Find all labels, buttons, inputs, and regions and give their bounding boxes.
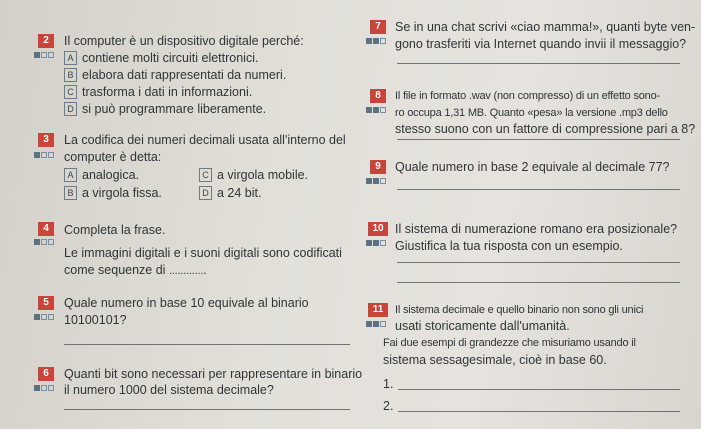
question-8-line1: Il file in formato .wav (non compresso) di un effetto sono- (395, 90, 660, 102)
difficulty-indicator (34, 239, 55, 245)
question-5-line1: Quale numero in base 10 equivale al binario (64, 296, 309, 310)
question-11-line1: Il sistema decimale e quello binario non sono gli unici (395, 304, 644, 316)
difficulty-indicator (366, 38, 387, 44)
question-number-badge: 3 (38, 133, 54, 147)
option-letter: B (64, 68, 77, 82)
question-4-line1: Completa la frase. (64, 223, 166, 237)
question-number-badge: 7 (370, 20, 386, 34)
answer-line[interactable] (398, 389, 680, 390)
question-9-line1: Quale numero in base 2 equivale al decimale 77? (395, 160, 670, 174)
answer-line[interactable] (397, 282, 680, 283)
question-10-line1: Il sistema di numerazione romano era posizionale? (395, 222, 678, 236)
answer-line[interactable] (397, 262, 680, 263)
question-7-line1: Se in una chat scrivi «ciao mamma!», quanti byte ven- (395, 20, 696, 34)
option-letter: A (64, 51, 77, 65)
answer-line[interactable] (397, 189, 680, 190)
q3-option-a[interactable] (64, 168, 139, 183)
question-number-badge: 4 (38, 222, 54, 236)
q2-option-a[interactable] (64, 51, 258, 66)
question-number-badge: 9 (370, 160, 386, 174)
option-text: a 24 bit. (217, 186, 262, 200)
question-11-line3: Fai due esempi di grandezze che misuriamo usando il (383, 337, 636, 349)
q2-option-b[interactable] (64, 68, 286, 83)
question-number-badge: 6 (38, 367, 54, 381)
sentence-start: come sequenze di (64, 263, 169, 277)
question-6-line1: Quanti bit sono necessari per rappresentare in binario (64, 367, 363, 381)
option-letter: A (64, 168, 77, 182)
difficulty-indicator (366, 107, 387, 113)
sentence-end: . (203, 263, 207, 277)
answer-line[interactable] (64, 409, 350, 410)
option-text: si può programmare liberamente. (82, 102, 267, 116)
difficulty-indicator (366, 321, 387, 327)
difficulty-indicator (34, 314, 55, 320)
question-number-badge: 10 (368, 222, 388, 236)
difficulty-indicator (34, 52, 55, 58)
fill-in-blank[interactable]: ............ (168, 265, 204, 277)
q2-option-c[interactable] (64, 85, 252, 100)
difficulty-indicator (366, 178, 387, 184)
difficulty-indicator (366, 240, 387, 246)
question-number-badge: 5 (38, 296, 54, 310)
option-text: a virgola mobile. (217, 168, 309, 182)
question-7-line2: gono trasferiti via Internet quando invii il messaggio? (395, 37, 687, 51)
difficulty-indicator (34, 152, 55, 158)
option-text: analogica. (82, 168, 139, 182)
option-text: trasforma i dati in informazioni. (82, 85, 253, 99)
q2-option-d[interactable] (64, 102, 266, 117)
question-11-line4: sistema sessagesimale, cioè in base 60. (383, 353, 607, 367)
q3-option-b[interactable] (64, 186, 162, 201)
option-letter: C (199, 168, 212, 182)
option-text: contiene molti circuiti elettronici. (82, 51, 259, 65)
question-8-line3: stesso suono con un fattore di compressione pari a 8? (395, 122, 696, 136)
answer-line[interactable] (397, 63, 680, 64)
question-8-line2: ro occupa 1,31 MB. Quanto «pesa» la versione .mp3 dello (395, 107, 668, 119)
option-letter: C (64, 85, 77, 99)
question-11-line2: usati storicamente dall'umanità. (395, 319, 570, 333)
q3-option-c[interactable] (199, 168, 308, 183)
option-letter: D (199, 186, 212, 200)
answer-label-1: 1. (383, 377, 394, 391)
option-text: a virgola fissa. (82, 186, 162, 200)
option-text: elabora dati rappresentati da numeri. (82, 68, 287, 82)
question-4-line2: Le immagini digitali e i suoni digitali sono codificati (64, 246, 342, 260)
question-2-text: Il computer è un dispositivo digitale perché: (64, 34, 304, 48)
question-10-line2: Giustifica la tua risposta con un esempio. (395, 239, 623, 253)
answer-line[interactable] (397, 139, 680, 140)
question-5-line2: 10100101? (64, 313, 127, 327)
answer-line[interactable] (64, 344, 350, 345)
q3-option-d[interactable] (199, 186, 261, 201)
question-4-line3 (64, 262, 207, 279)
answer-line[interactable] (398, 411, 680, 412)
question-3-line1: La codifica dei numeri decimali usata all'interno del (64, 133, 346, 147)
difficulty-indicator (34, 385, 55, 391)
question-number-badge: 2 (38, 34, 54, 48)
question-3-line2: computer è detta: (64, 150, 162, 164)
option-letter: B (64, 186, 77, 200)
option-letter: D (64, 102, 77, 116)
answer-label-2: 2. (383, 399, 394, 413)
question-number-badge: 8 (370, 89, 386, 103)
question-number-badge: 11 (368, 303, 388, 317)
question-6-line2: il numero 1000 del sistema decimale? (64, 383, 274, 397)
